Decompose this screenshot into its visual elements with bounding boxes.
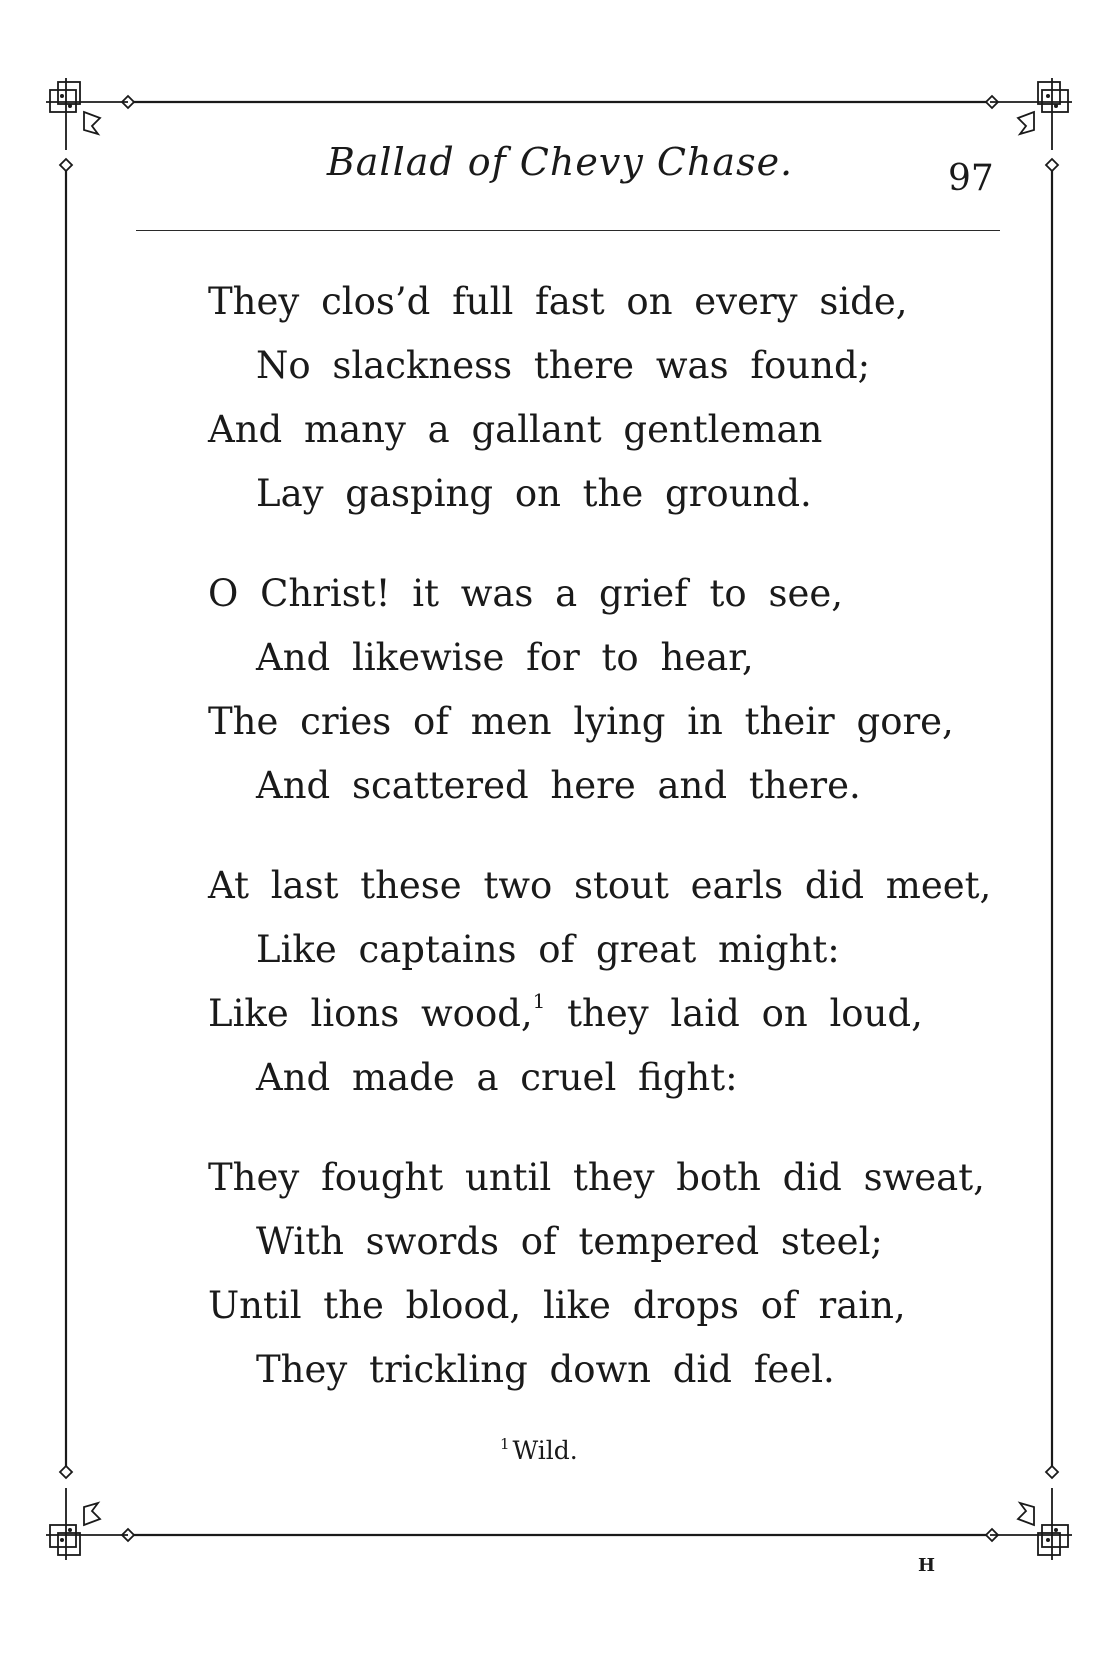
running-title: Ballad of Chevy Chase. <box>326 140 794 184</box>
verse-line: With swords of tempered steel; <box>256 1220 883 1263</box>
page-number: 97 <box>948 158 994 199</box>
verse-line: No slackness there was found; <box>256 344 871 387</box>
stanza <box>208 1146 1008 1402</box>
verse-line: Like captains of great might: <box>256 928 840 971</box>
verse-line: The cries of men lying in their gore, <box>208 700 954 743</box>
stanza <box>208 854 1008 1110</box>
verse-line: And likewise for to hear, <box>256 636 754 679</box>
verse-fragment: Like lions wood, <box>208 992 533 1035</box>
stanza <box>208 562 1008 818</box>
verse-line: And many a gallant gentleman <box>208 408 823 451</box>
verse-fragment: they laid on loud, <box>567 992 923 1035</box>
verse-line: Lay gasping on the ground. <box>256 472 812 515</box>
footnote <box>500 1436 578 1465</box>
verse-line: And made a cruel fight: <box>256 1056 738 1099</box>
verse-line: At last these two stout earls did meet, <box>208 864 992 907</box>
footnote-text: Wild. <box>512 1436 578 1465</box>
header-rule <box>136 230 1000 231</box>
footnote-reference[interactable]: 1 <box>532 989 546 1013</box>
verse-line-with-footnote <box>208 982 1008 1046</box>
stanza <box>208 270 1008 526</box>
signature-mark: H <box>918 1555 936 1576</box>
footnote-marker: 1 <box>500 1435 510 1453</box>
verse-line: They trickling down did feel. <box>256 1348 835 1391</box>
verse-line: They clos’d full fast on every side, <box>208 280 908 323</box>
verse-line: Until the blood, like drops of rain, <box>208 1284 906 1327</box>
verse-line: They fought until they both did sweat, <box>208 1156 985 1199</box>
verse-line: And scattered here and there. <box>256 764 861 807</box>
poem-body <box>208 270 1008 1438</box>
verse-line: O Christ! it was a grief to see, <box>208 572 844 615</box>
